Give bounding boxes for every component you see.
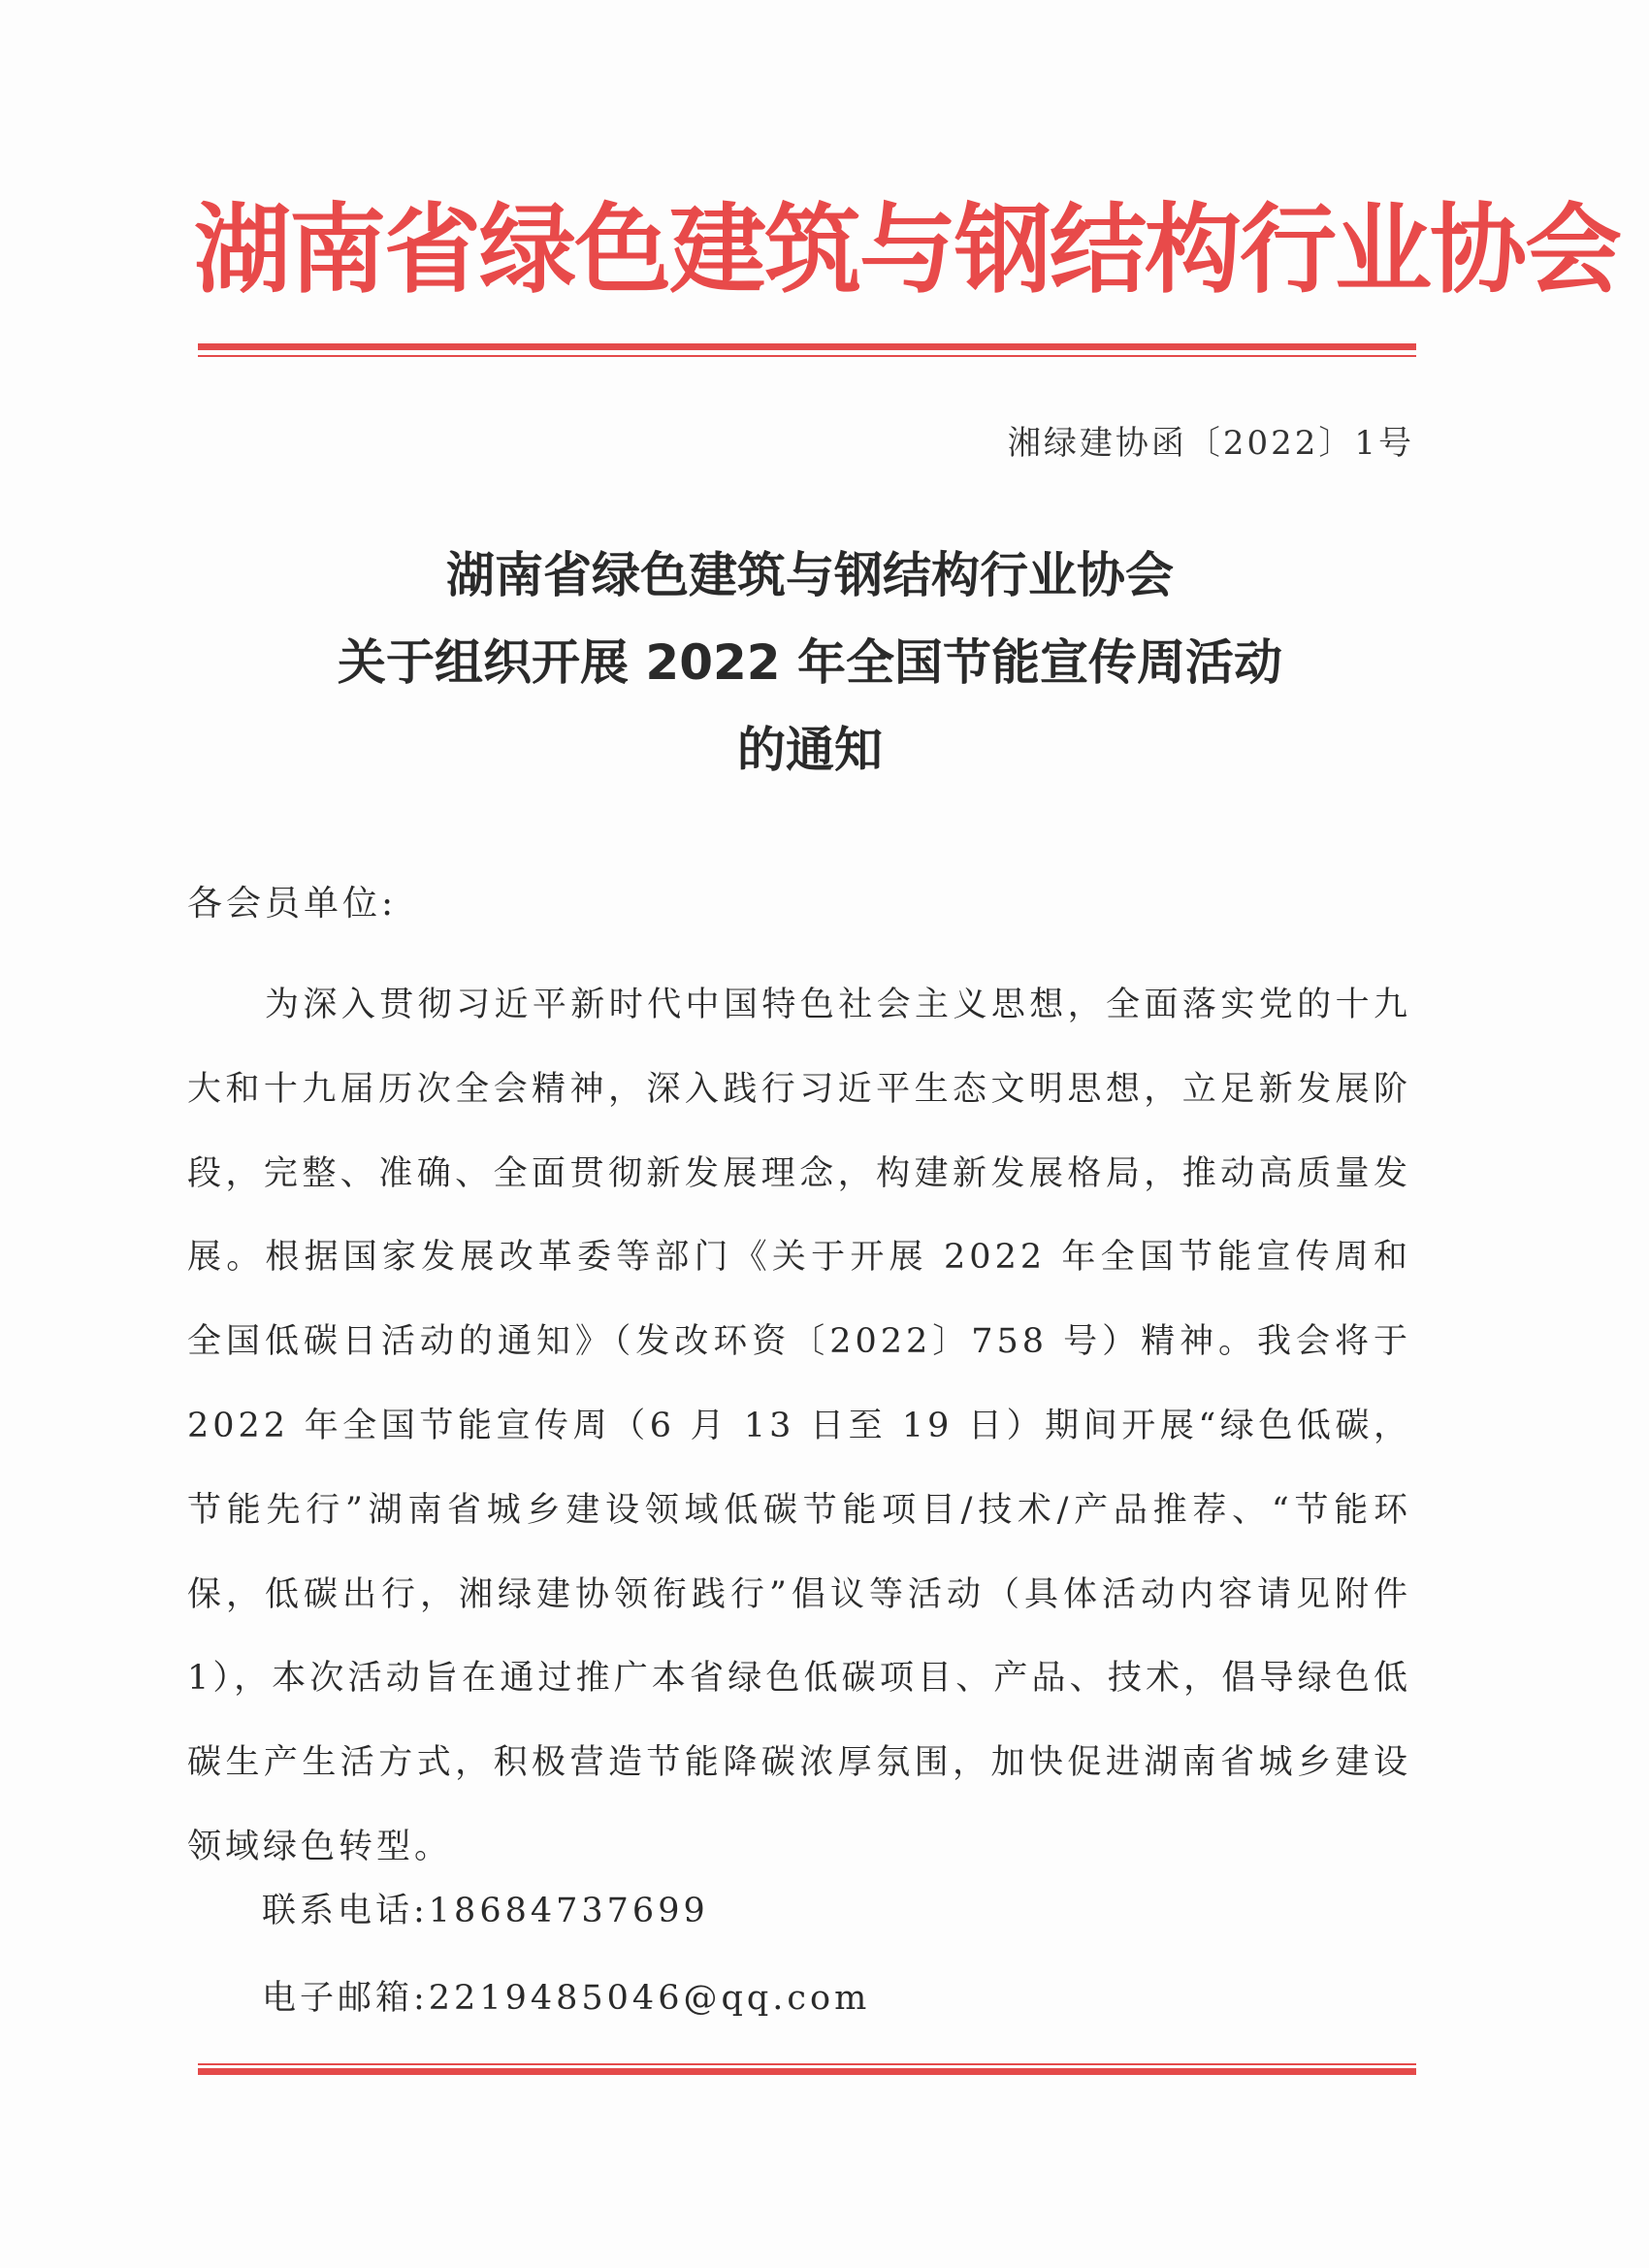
document-title [194, 532, 1426, 794]
letterhead-title: 湖南省绿色建筑与钢结构行业协会 [194, 193, 1620, 307]
salutation: 各会员单位: [187, 884, 398, 923]
contact-phone: 联系电话:18684737699 [262, 1892, 709, 1930]
letterhead-rule-thick [198, 343, 1416, 350]
footer-rule-thick [198, 2068, 1416, 2075]
body-paragraph: 为深入贯彻习近平新时代中国特色社会主义思想，全面落实党的十九大和十九届历次全会精神，深入践行习近平生态文明思想，立足新发展阶段，完整、准确、全面贯彻新发展理念，构建新发展格局，推动高质量发展。根据国家发展改革委等部门《关于开展 2022 年全国节能宣传周和全国低碳日活动的通知》（发改环资〔2022〕758 号）精神。我会将于 2022 年全国节能宣传周（6 月 13 日至 19 日）期间开展“绿色低碳，节能先行”湖南省城乡建设领域低碳节能项目/技术/产品推荐、“节能环保，低碳出行，湘绿建协领衔践行”倡议等活动（具体活动内容请见附件 1），本次活动旨在通过推广本省绿色低碳项目、产品、技术，倡导绿色低碳生产生活方式，积极营造节能降碳浓厚氛围，加快促进湖南省城乡建设领域绿色转型。 [187, 986, 1411, 1866]
letterhead-rule-thin [198, 355, 1416, 357]
document-number: 湘绿建协函〔2022〕1号 [1007, 424, 1414, 463]
footer-rule-thin [198, 2063, 1416, 2065]
document-title-line-3: 的通知 [737, 722, 883, 778]
contact-email: 电子邮箱:2219485046@qq.com [262, 1979, 871, 2018]
document-title-line-2: 关于组织开展 2022 年全国节能宣传周活动 [338, 634, 1282, 691]
document-title-line-1: 湖南省绿色建筑与钢结构行业协会 [446, 547, 1174, 603]
